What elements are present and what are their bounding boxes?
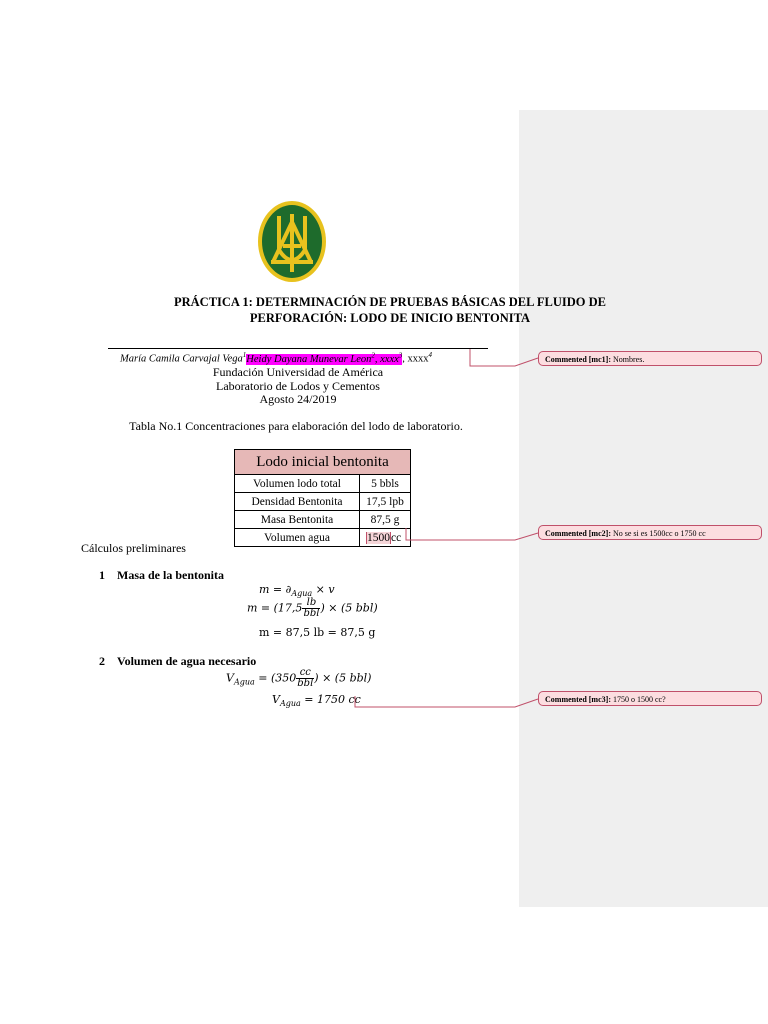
calc-heading: Cálculos preliminares bbox=[81, 541, 186, 555]
table-cell-label: Volumen lodo total bbox=[235, 475, 360, 493]
lab-name: Laboratorio de Lodos y Cementos bbox=[216, 379, 380, 393]
equation-2-num: lb bbox=[302, 598, 320, 609]
equation-4-mid: = (350 bbox=[254, 671, 297, 685]
date: Agosto 24/2019 bbox=[259, 392, 337, 406]
institution: Fundación Universidad de América bbox=[212, 365, 384, 379]
comment-mc3-label: Commented [mc3]: bbox=[545, 695, 611, 704]
author-3: , xxxx bbox=[374, 353, 399, 365]
author-3-sup: 3 bbox=[398, 351, 403, 359]
author-2-sup: 2 bbox=[371, 351, 375, 359]
table-cell-value: 17,5 lpb bbox=[360, 493, 411, 511]
comment-mc2[interactable] bbox=[538, 525, 762, 540]
equation-5-sub: Agua bbox=[279, 699, 301, 709]
equation-5-lhs: V bbox=[272, 693, 280, 706]
equation-3: m = 87,5 lb = 87,5 g bbox=[259, 626, 376, 639]
section-1-title: Masa de la bentonita bbox=[117, 568, 225, 582]
section-2-number: 2 bbox=[99, 654, 105, 668]
commented-value[interactable]: 1500 bbox=[367, 531, 390, 544]
table-cell-unit: cc bbox=[391, 531, 402, 544]
equation-1-lhs: m = ∂ bbox=[259, 583, 292, 596]
document-title-line-1: PRÁCTICA 1: DETERMINACIÓN DE PRUEBAS BÁSICAS DEL FLUIDO DE bbox=[173, 295, 606, 309]
table-cell-value: 87,5 g bbox=[360, 511, 411, 529]
author-1-sup: 1 bbox=[242, 351, 247, 359]
equation-4-lhs: V bbox=[226, 671, 234, 685]
author-2: Heidy Dayana Munevar Leon bbox=[246, 353, 372, 365]
equation-1-sub: Agua bbox=[291, 589, 313, 599]
comment-mc1[interactable] bbox=[538, 351, 762, 366]
equation-4-num: cc bbox=[296, 668, 314, 679]
equation-4-den: bbl bbox=[297, 678, 314, 689]
section-1-number: 1 bbox=[99, 568, 105, 582]
author-4-sup: 4 bbox=[428, 351, 433, 359]
table-cell-label: Volumen agua bbox=[235, 529, 360, 547]
comment-mc1-label: Commented [mc1]: bbox=[545, 355, 611, 364]
table-header: Lodo inicial bentonita bbox=[235, 450, 411, 475]
table-cell-label: Densidad Bentonita bbox=[235, 493, 360, 511]
comment-mc2-label: Commented [mc2]: bbox=[545, 529, 611, 538]
comment-mc3-text: 1750 o 1500 cc? bbox=[610, 695, 666, 704]
document-title-line-2: PERFORACIÓN: LODO DE INICIO BENTONITA bbox=[249, 311, 531, 325]
comment-mc2-text: No se si es 1500cc o 1750 cc bbox=[610, 529, 706, 538]
table-cell-label: Masa Bentonita bbox=[235, 511, 360, 529]
equation-2-lhs: m = (17,5 bbox=[247, 601, 303, 615]
section-2-title: Volumen de agua necesario bbox=[117, 654, 257, 668]
table-cell-value: 5 bbls bbox=[360, 475, 411, 493]
author-1: María Camila Carvajal Vega bbox=[120, 353, 243, 365]
table-caption: Tabla No.1 Concentraciones para elaboración del lodo de laboratorio. bbox=[129, 419, 463, 433]
comment-mc1-text: Nombres. bbox=[610, 355, 645, 364]
equation-4-tail: ) × (5 bbl) bbox=[314, 671, 372, 685]
comment-mc3[interactable] bbox=[538, 691, 762, 706]
equation-5-tail: = 1750 cc bbox=[300, 693, 361, 706]
equation-2-den: bbl bbox=[303, 608, 320, 619]
author-4: , xxxx bbox=[402, 353, 429, 365]
equation-1-tail: × v bbox=[312, 583, 335, 596]
equation-2-tail: ) × (5 bbl) bbox=[320, 601, 378, 615]
equation-4-sub: Agua bbox=[233, 677, 255, 687]
